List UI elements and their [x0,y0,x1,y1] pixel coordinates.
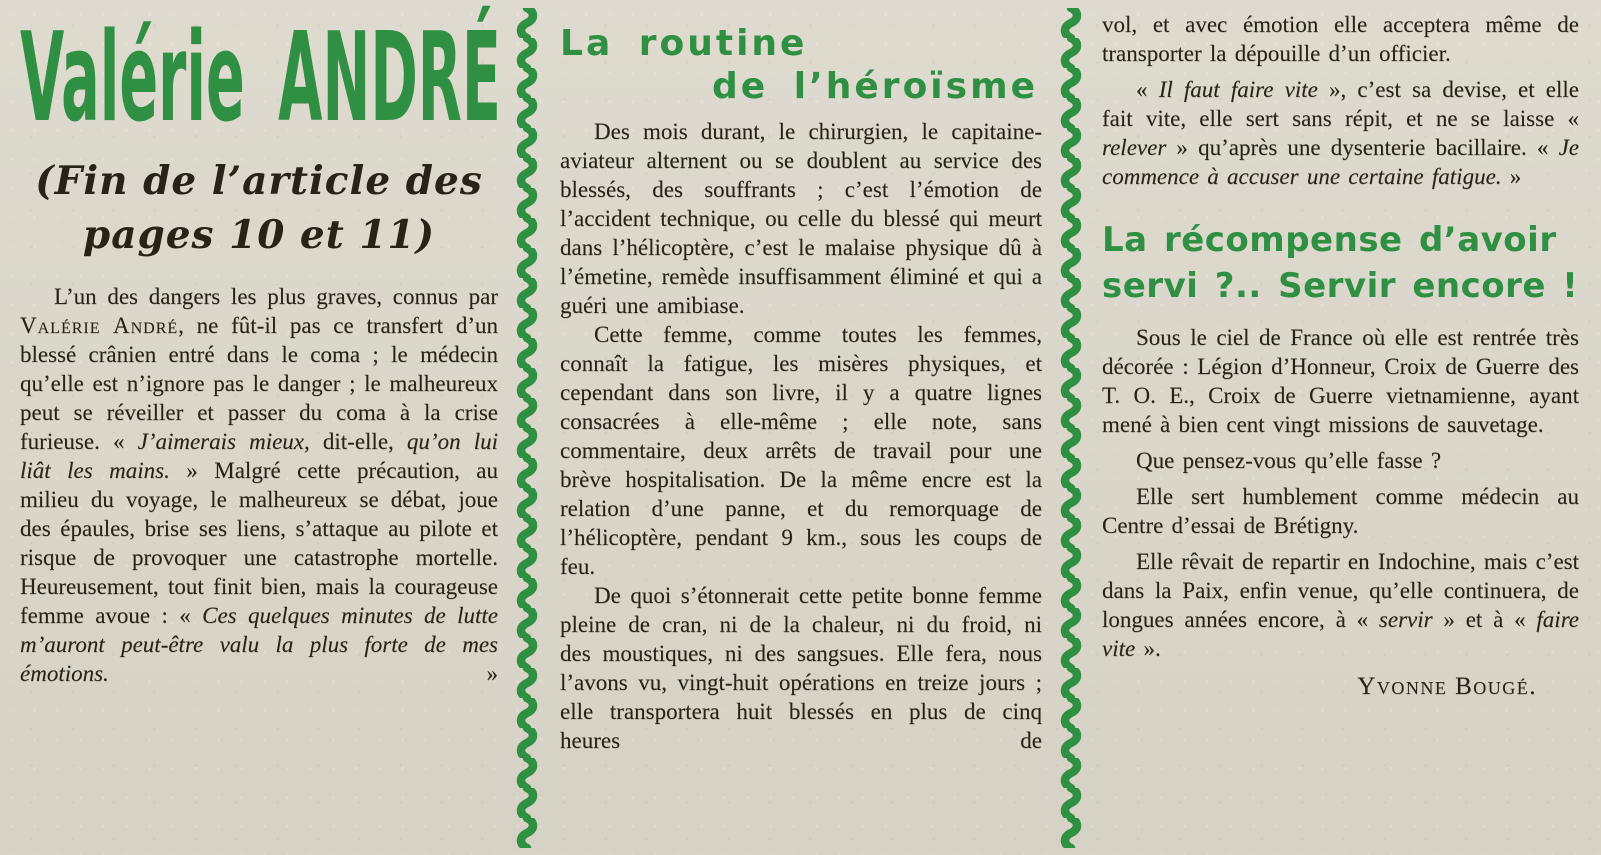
small-caps-name: Valérie André [20,313,179,338]
paragraph-des-mois: Des mois durant, le chirurgien, le capitaine-aviateur alternent ou se doublent au service des blessés, des souffrants ; c’est l’émotion de l’accident technique, ou celle du blessé qui meurt dans l’hélicoptère, c’est le malaise physique dû à l’émetine, remède insuffisamment éliminé et qui a guéri une amibiase. [560,119,1042,318]
rickrack-pattern [515,8,539,848]
italic-quote-text: Ces quelques minutes de lutte m’auront peut-être valu la plus forte de mes émotions. [20,603,498,686]
paragraph-dangers [20,282,498,688]
italic-quote-text: J’aimerais mieux, [137,429,310,454]
heading-recompense-line-1: La récompense d’avoir [1102,220,1557,260]
body-text: « [1136,77,1159,102]
paragraph-de-quoi: De quoi s’étonnerait cette petite bonne femme pleine de cran, ni de la chaleur, ni du froid, ni des moustiques, ni des sangsues. Elle fera, nous l’avons vu, vingt-huit opérations en treize jours ; elle transportera huit blessés en plus de cinq heures de [560,583,1042,753]
body-text: Elle rêvait de repartir en Indochine, mais c’est dans la Paix, enfin venue, qu’elle continuera, de longues années encore, à « [1102,549,1579,632]
author-signature: Yvonne Bougé. [1357,673,1537,700]
column-middle [542,0,1056,855]
body-text: dit-elle, [309,429,407,454]
italic-quote-text: Il faut faire vite [1158,77,1318,102]
article-subtitle [20,154,498,262]
paragraph-devise [1102,75,1579,191]
body-text: , ne fût-il pas ce transfert d’un blessé crânien entré dans le coma ; le médecin qu’elle est n’ignore pas le danger ; le malheureux peut se réveiller et passer du coma à la crise furieuse. « [20,313,498,454]
paragraph-decorations: Sous le ciel de France où elle est rentrée très décorée : Légion d’Honneur, Croix de Guerre des T. O. E., Croix de Guerre vietnamienne, ayant mené à bien cent vingt missions de sauvetage. [1102,325,1579,437]
body-text: » Malgré cette précaution, au milieu du voyage, le malheureux se débat, joue des épaules, brise ses liens, s’attaque au pilote et risque de provoquer une catastrophe mortelle. Heureusement, tout finit bien, mais la courageuse femme avoue : « [20,458,498,628]
article-title: Valérie ANDRÉ [20,5,501,150]
subtitle-line-2: pages 10 et 11) [82,212,436,258]
paragraph-bretigny: Elle sert humblement comme médecin au Centre d’essai de Brétigny. [1102,484,1579,538]
paragraph-cette-femme: Cette femme, comme toutes les femmes, connaît la fatigue, les misères physiques, et cependant dans son livre, il y a quatre lignes consacrées à elle-même ; elle note, sans commentaire, deux arrêts de travail pour une brève hospitalisation. De la même encre est la relation d’une panne, et du remorquage de l’hélicoptère, pendant 9 km., sous les coups de feu. [560,322,1042,579]
paragraph-question: Que pensez-vous qu’elle fasse ? [1136,448,1442,473]
italic-quote-text: Je commence à accuser une certaine fatigue. [1102,135,1579,189]
body-text: » [108,661,498,686]
body-text: » qu’après une dysenterie bacillaire. « [1166,135,1559,160]
italic-quote-text: faire vite [1102,607,1580,661]
paragraph-final [1102,547,1579,663]
section-heading-routine [560,22,1042,108]
column-left [0,0,512,855]
rickrack-pattern [1059,8,1083,848]
rickrack-divider-left [512,0,542,855]
body-text: » et à « [1432,607,1537,632]
heading-routine-line-1: La routine [560,23,808,64]
heading-routine-line-2: de l’héroïsme [712,66,1038,107]
section-heading-recompense [1102,217,1579,309]
body-text: L’un des dangers les plus graves, connus par [54,284,498,309]
italic-quote-text: qu’on lui liât les mains. [20,429,498,483]
rickrack-divider-right [1056,0,1086,855]
column-right [1086,0,1601,855]
body-text: ». [1135,636,1161,661]
subtitle-line-1: (Fin de l’article des [35,158,483,204]
heading-recompense-line-2: servi ?.. Servir encore ! [1102,266,1579,306]
italic-quote-text: servir [1378,607,1433,632]
italic-quote-text: relever [1102,135,1167,160]
paragraph-vol-continuation: vol, et avec émotion elle acceptera même de transporter la dépouille d’un officier. [1102,12,1579,66]
body-text: » [1501,164,1522,189]
body-text: », c’est sa devise, et elle fait vite, elle sert sans répit, et ne se laisse « [1102,77,1579,131]
